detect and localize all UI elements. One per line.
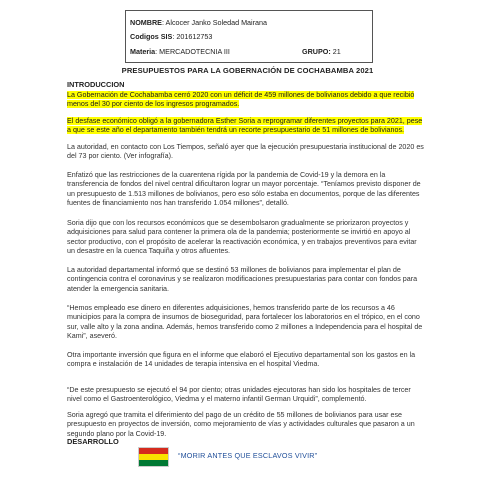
- paragraph-10: Soria agregó que tramita el diferimiento del pago de un crédito de 55 millones de bolivianos para usar ese presupuesto en proyectos de inversión, como mejoramiento de vías y actividades culturales que pasaron a un segundo plano por la Covid-19.: [67, 411, 415, 438]
- materia-row: [130, 47, 230, 56]
- national-motto: “MORIR ANTES QUE ESCLAVOS VIVIR”: [178, 451, 318, 460]
- paragraph-3: La autoridad, en contacto con Los Tiempos, señaló ayer que la ejecución presupuestaria institucional de 2020 es del 73 por ciento. (Ver infografía).: [67, 143, 424, 161]
- grupo-value: 21: [332, 47, 341, 56]
- grupo-label: GRUPO:: [302, 47, 331, 56]
- materia-label: Materia: [130, 47, 156, 56]
- paragraph-4: Enfatizó que las restricciones de la cuarentena rígida por la pandemia de Covid-19 y la demora en la transferencia de fondos del nivel central dificultaron lograr un mayor porcentaje. “Teníamos previsto disponer de un presupuesto de 1.513 millones de bolivianos, pero eso sólo estaba en documentos, porque de las diferentes fuentes de financiamiento nos han transferido 1.054 millones”, detalló.: [67, 171, 421, 207]
- document-title: PRESUPUESTOS PARA LA GOBERNACIÓN DE COCHABAMBA 2021: [121, 66, 374, 75]
- paragraph-8: Otra importante inversión que figura en el informe que elaboró el Ejecutivo departamental son los gastos en la compra e instalación de 14 unidades de terapia intensiva en el hospital Viedma.: [67, 351, 416, 369]
- materia-value: : MERCADOTECNIA III: [155, 47, 230, 56]
- intro-heading: INTRODUCCION: [67, 80, 125, 89]
- grupo-row: [302, 47, 341, 56]
- bolivia-flag-image: [138, 447, 169, 467]
- codigo-value: : 201612753: [172, 32, 213, 41]
- highlighted-text: El desfase económico obligó a la gobernadora Esther Soria a reprogramar diferentes proyectos para 2021, pese a que se este año el departamento también tendrá un recorte presupuestario de 51 millones de bolivianos.: [67, 117, 423, 135]
- nombre-value: : Alcocer Janko Soledad Mairana: [161, 18, 268, 27]
- nombre-label: NOMBRE: [130, 18, 162, 27]
- paragraph-5: Soria dijo que con los recursos económicos que se desembolsaron gradualmente se priorizaron proyectos y adquisiciones para salud para contener la primera ola de la pandemia; posteriormente se invirtió en apoyo al sector productivo, con el propósito de acelerar la reactivación económica, y en trabajos preventivos para evitar un desastre en la cuenca Taquiña y otros afluentes.: [67, 219, 417, 255]
- paragraph-9: “De este presupuesto se ejecutó el 94 por ciento; otras unidades ejecutoras han sido los hospitales de tercer nivel como el Gastroenterológico, Viedma y el materno infantil German Urquidi”, complementó.: [67, 386, 411, 404]
- desarrollo-heading: DESARROLLO: [67, 437, 119, 446]
- paragraph-6: La autoridad departamental informó que se destinó 53 millones de bolivianos para implementar el plan de contingencia contra el coronavirus y se realizaron modificaciones presupuestarias para contar con fondos para atender la emergencia sanitaria.: [67, 266, 418, 293]
- paragraph-1: [67, 91, 425, 110]
- codigo-row: [130, 32, 212, 41]
- codigo-label: Codigos SIS: [130, 32, 173, 41]
- highlighted-text: La Gobernación de Cochabamba cerró 2020 con un déficit de 459 millones de bolivianos debido a que recibió menos del 30 por ciento de los ingresos programados.: [67, 91, 415, 109]
- paragraph-7: “Hemos empleado ese dinero en diferentes adquisiciones, hemos transferido parte de los recursos a 46 municipios para la compra de insumos de bioseguridad, para fortalecer los laboratorios en el trópico, en el cono sur, valle alto y la zona andina. Además, hemos transferido como 2 millones a Independencia para el hospital de Kami”, aseveró.: [67, 304, 423, 340]
- flag-stripe-green: [139, 460, 168, 466]
- nombre-row: [130, 18, 267, 27]
- paragraph-2: [67, 117, 425, 136]
- student-info-box: [125, 10, 373, 63]
